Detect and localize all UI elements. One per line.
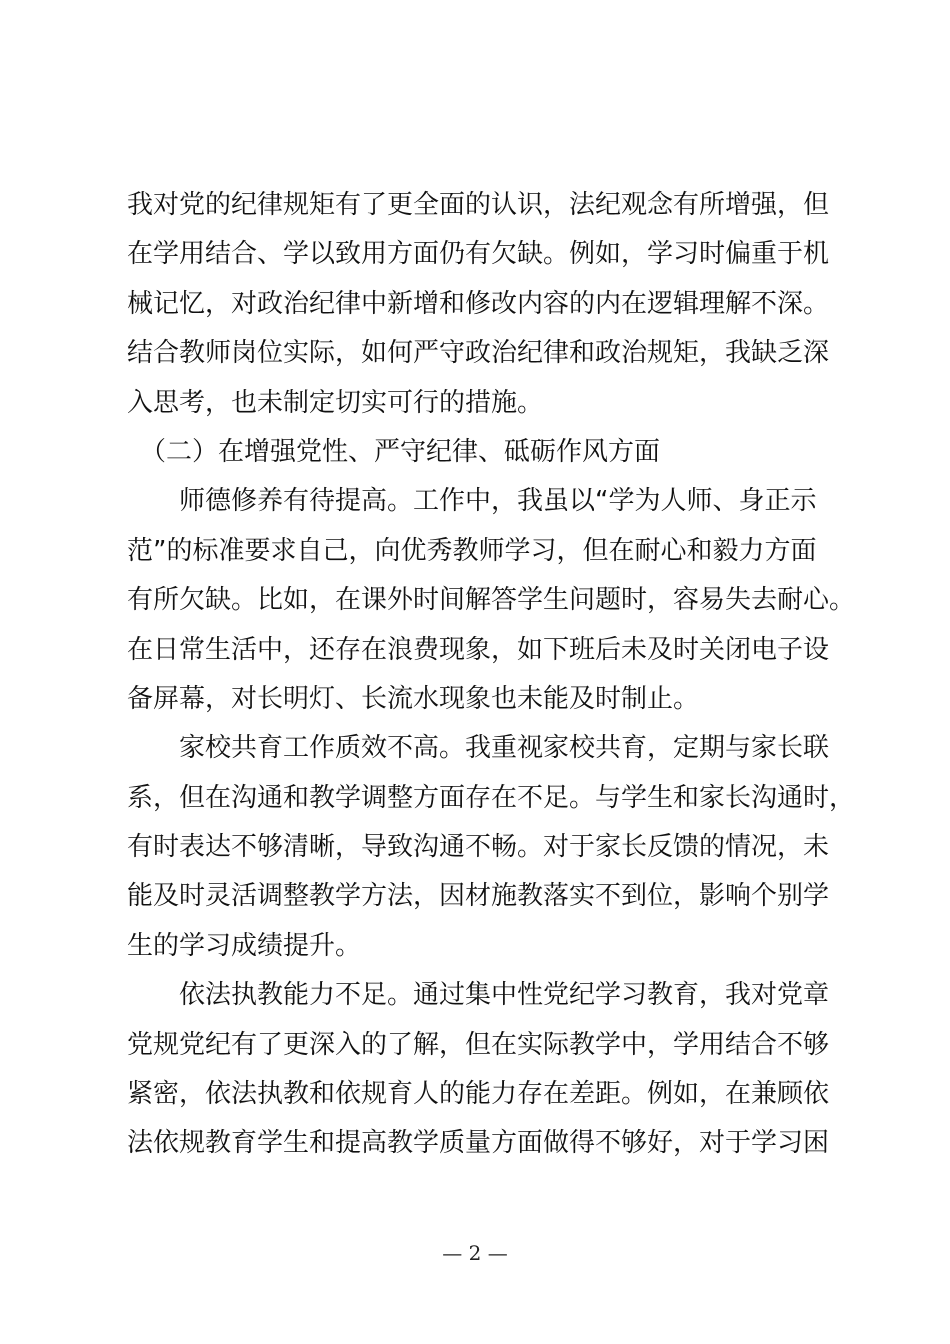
body-text <box>127 181 856 1169</box>
text-line: 紧密，依法执教和依规育人的能力存在差距。例如，在兼顾依 <box>127 1079 830 1110</box>
page-number: — 2 — <box>442 1241 508 1265</box>
text-line: 械记忆，对政治纪律中新增和修改内容的内在逻辑理解不深。 <box>127 288 830 319</box>
text-line: 有所欠缺。比如，在课外时间解答学生问题时，容易失去耐心。 <box>127 585 856 616</box>
text-line: 法依规教育学生和提高教学质量方面做得不够好，对于学习困 <box>127 1128 830 1159</box>
text-line: 在日常生活中，还存在浪费现象，如下班后未及时关闭电子设 <box>127 634 830 665</box>
paragraph-start: 依法执教能力不足。通过集中性党纪学习教育，我对党章 <box>127 980 830 1011</box>
section-heading: （二）在增强党性、严守纪律、砥砺作风方面 <box>127 436 661 467</box>
text-line: 能及时灵活调整教学方法，因材施教落实不到位，影响个别学 <box>127 881 830 912</box>
text-line: 结合教师岗位实际，如何严守政治纪律和政治规矩，我缺乏深 <box>127 338 830 369</box>
text-line: 在学用结合、学以致用方面仍有欠缺。例如，学习时偏重于机 <box>127 239 830 270</box>
text-line: 我对党的纪律规矩有了更全面的认识，法纪观念有所增强，但 <box>127 190 830 220</box>
text-line: 入思考，也未制定切实可行的措施。 <box>127 387 544 418</box>
text-line: 有时表达不够清晰，导致沟通不畅。对于家长反馈的情况，未 <box>127 832 830 863</box>
text-line: 备屏幕，对长明灯、长流水现象也未能及时制止。 <box>127 683 700 714</box>
paragraph-start: 家校共育工作质效不高。我重视家校共育，定期与家长联 <box>127 733 830 764</box>
text-line: 系，但在沟通和教学调整方面存在不足。与学生和家长沟通时， <box>127 782 856 813</box>
paragraph-start: 师德修养有待提高。工作中，我虽以“学为人师、身正示 <box>127 486 817 517</box>
text-line: 党规党纪有了更深入的了解，但在实际教学中，学用结合不够 <box>127 1029 830 1060</box>
text-line: 范”的标准要求自己，向优秀教师学习，但在耐心和毅力方面 <box>127 535 817 566</box>
text-line: 生的学习成绩提升。 <box>127 930 362 961</box>
